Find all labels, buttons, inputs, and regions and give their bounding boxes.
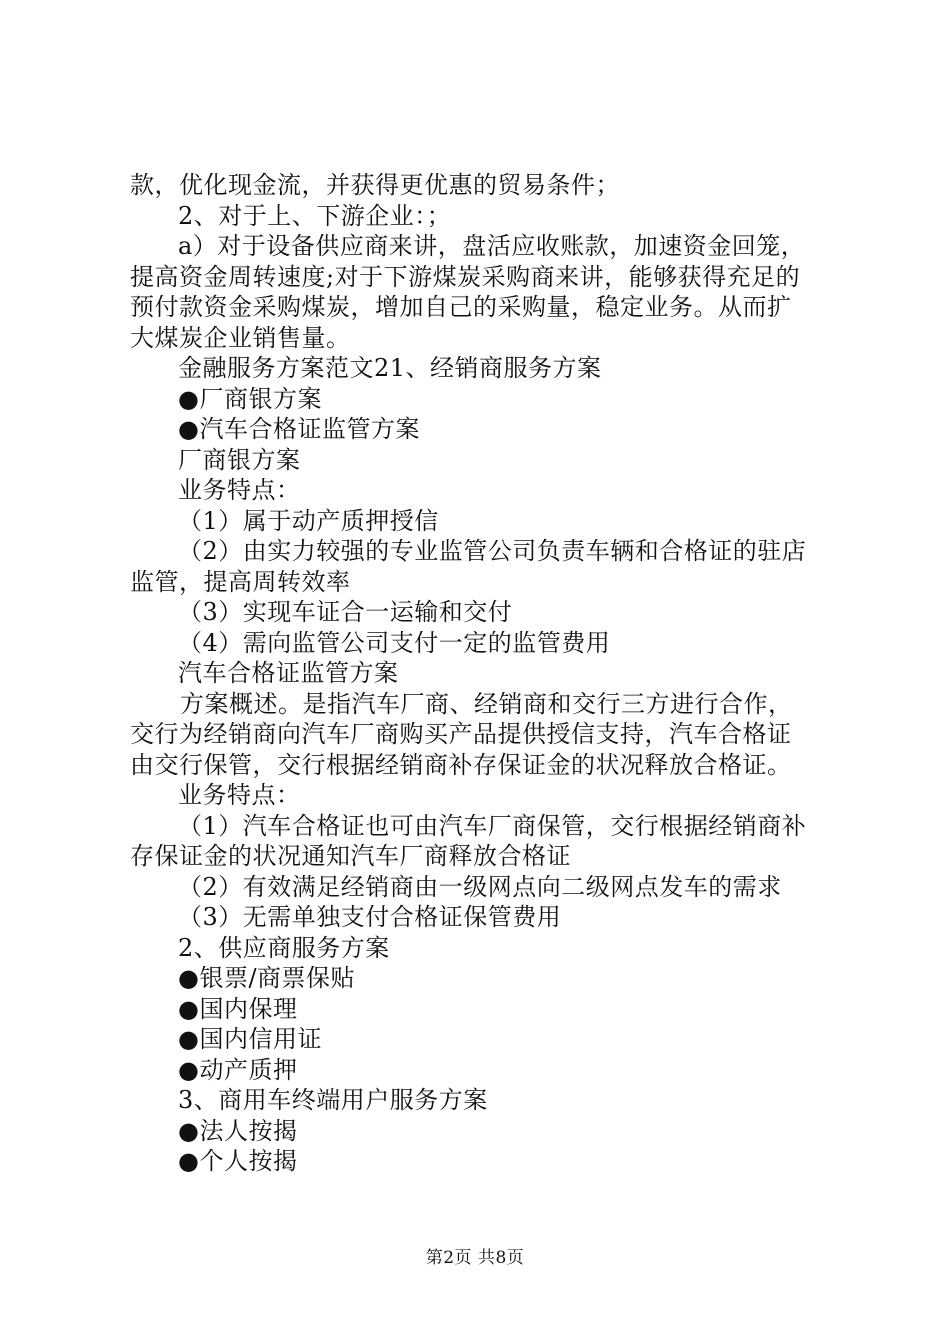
text-line: 业务特点： [178,476,301,504]
section-heading: 金融服务方案范文21、经销商服务方案 [178,354,602,382]
text-line: 存保证金的状况通知汽车厂商释放合格证 [130,842,571,870]
text-line: 由交行保管，交行根据经销商补存保证金的状况释放合格证。 [130,750,792,779]
bullet-item: ●厂商银方案 [178,384,322,413]
text-line: 款，优化现金流，并获得更优惠的贸易条件； [130,171,620,199]
section-heading: 2、供应商服务方案 [178,933,390,962]
section-heading: 3、商用车终端用户服务方案 [178,1086,488,1114]
bullet-item: ●汽车合格证监管方案 [178,415,420,443]
list-item: （4）需向监管公司支付一定的监管费用 [178,628,611,657]
subsection-heading: 汽车合格证监管方案 [178,659,399,687]
text-line: 方案概述。是指汽车厂商、经销商和交行三方进行合作， [180,689,793,718]
text-line: 预付款资金采购煤炭，增加自己的采购量，稳定业务。从而扩 [130,293,792,321]
page-number-footer: 第2页 共8页 [425,1248,525,1268]
bullet-item: ●动产质押 [178,1055,298,1084]
text-line: 2、对于上、下游企业：； [178,201,452,230]
text-line: a）对于设备供应商来讲，盘活应收账款，加速资金回笼， [178,232,806,260]
document-body [130,170,830,1177]
bullet-item: ●银票/商票保贴 [178,964,356,992]
list-item: （3）无需单独支付合格证保管费用 [178,903,562,931]
list-item: （2）由实力较强的专业监管公司负责车辆和合格证的驻店 [178,537,807,565]
list-item: （3）实现车证合一运输和交付 [178,598,513,626]
bullet-item: ●法人按揭 [178,1116,298,1145]
bullet-item: ●国内保理 [178,994,298,1023]
bullet-item: ●个人按揭 [178,1147,298,1175]
list-item: （1）汽车合格证也可由汽车厂商保管，交行根据经销商补 [178,811,807,840]
bullet-item: ●国内信用证 [178,1025,322,1053]
text-line: 大煤炭企业销售量。 [130,323,351,352]
text-line: 提高资金周转速度;对于下游煤炭采购商来讲，能够获得充足的 [130,262,801,291]
list-item: （2）有效满足经销商由一级网点向二级网点发车的需求 [178,872,782,901]
list-item: （1）属于动产质押授信 [178,506,439,535]
subsection-heading: 厂商银方案 [178,445,301,474]
text-line: 交行为经销商向汽车厂商购买产品提供授信支持，汽车合格证 [130,720,792,748]
text-line: 业务特点： [178,781,301,809]
text-line: 监管，提高周转效率 [130,567,351,596]
